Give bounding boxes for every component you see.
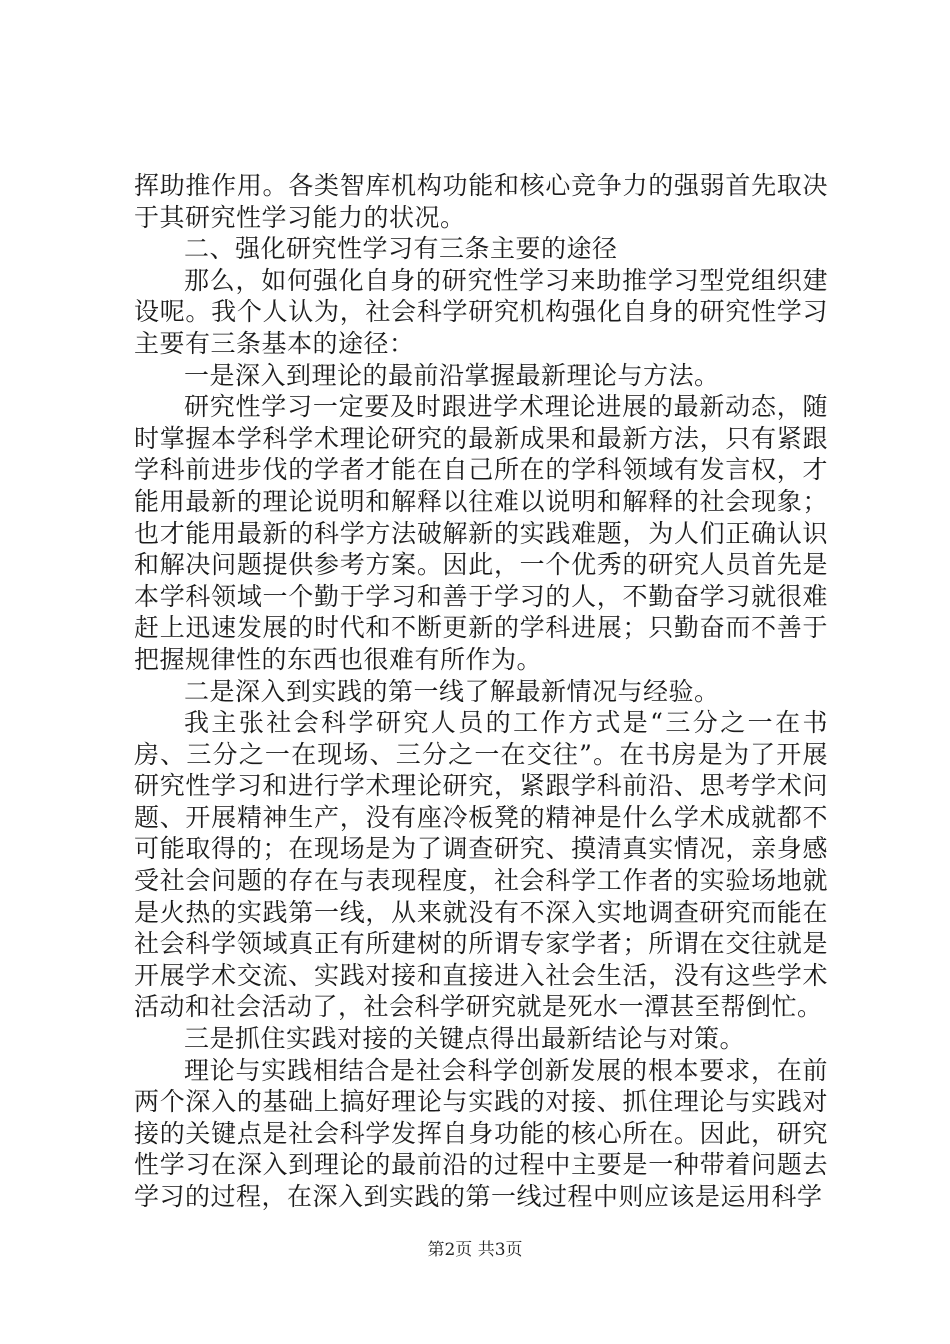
document-body [134,170,828,1213]
paragraph: 挥助推作用。各类智库机构功能和核心竞争力的强弱首先取决于其研究性学习能力的状况。 [134,171,828,232]
subheading: 三是抓住实践对接的关键点得出最新结论与对策。 [184,1024,746,1054]
subheading: 二是深入到实践的第一线了解最新情况与经验。 [184,676,720,706]
section-heading: 二、强化研究性学习有三条主要的途径 [184,234,618,264]
page-number-label: 第2页 共3页 [427,1240,523,1260]
paragraph: 我主张社会科学研究人员的工作方式是“三分之一在书房、三分之一在现场、三分之一在交往”。在书房是为了开展研究性学习和进行学术理论研究，紧跟学科前沿、思考学术问题、开展精神生产，没有座冷板凳的精神是什么学术成就都不可能取得的；在现场是为了调查研究、摸清真实情况，亲身感受社会问题的存在与表现程度，社会科学工作者的实验场地就是火热的实践第一线，从来就没有不深入实地调查研究而能在社会科学领域真正有所建树的所谓专家学者；所谓在交往就是开展学术交流、实践对接和直接进入社会生活，没有这些学术活动和社会活动了，社会科学研究就是死水一潭甚至帮倒忙。 [134,708,828,1022]
paragraph: 理论与实践相结合是社会科学创新发展的根本要求，在前两个深入的基础上搞好理论与实践的对接、抓住理论与实践对接的关键点是社会科学发挥自身功能的核心所在。因此，研究性学习在深入到理论的最前沿的过程中主要是一种带着问题去学习的过程，在深入到实践的第一线过程中则应该是运用科学 [134,1055,828,1211]
subheading: 一是深入到理论的最前沿掌握最新理论与方法。 [184,360,720,390]
page-footer [0,1240,950,1260]
paragraph: 那么，如何强化自身的研究性学习来助推学习型党组织建设呢。我个人认为，社会科学研究机构强化自身的研究性学习主要有三条基本的途径： [134,265,828,358]
paragraph: 研究性学习一定要及时跟进学术理论进展的最新动态，随时掌握本学科学术理论研究的最新成果和最新方法，只有紧跟学科前进步伐的学者才能在自己所在的学科领域有发言权，才能用最新的理论说明和解释以往难以说明和解释的社会现象；也才能用最新的科学方法破解新的实践难题，为人们正确认识和解决问题提供参考方案。因此，一个优秀的研究人员首先是本学科领域一个勤于学习和善于学习的人，不勤奋学习就很难赶上迅速发展的时代和不断更新的学科进展；只勤奋而不善于把握规律性的东西也很难有所作为。 [134,392,828,674]
